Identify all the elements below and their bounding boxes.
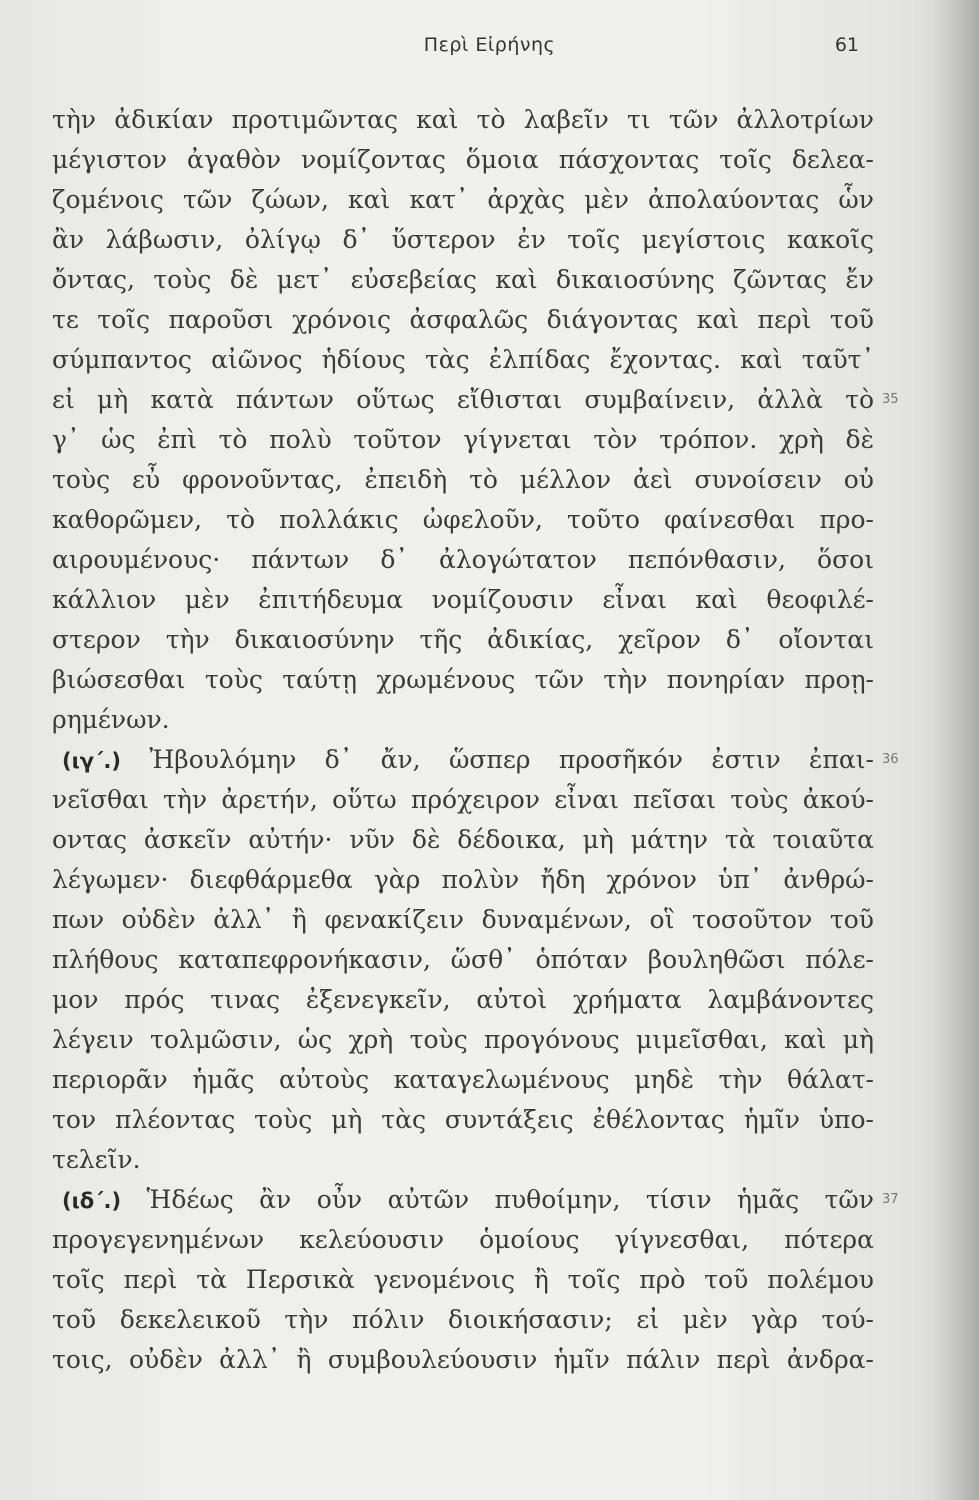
- text-line: γ᾽ ὡς ἐπὶ τὸ πολὺ τοῦτον γίγνεται τὸν τρόπον. χρὴ δὲ: [52, 425, 874, 454]
- text-line: τοις, οὐδὲν ἀλλ᾽ ἢ συμβουλεύουσιν ἡμῖν πάλιν περὶ ἀνδρα-: [52, 1345, 874, 1374]
- text-line: προγεγενημένων κελεύουσιν ὁμοίους γίγνεσθαι, πότερα: [52, 1225, 874, 1254]
- text-line: αιρουμένους· πάντων δ᾽ ἀλογώτατον πεπόνθασιν, ὅσοι: [52, 545, 874, 574]
- text-line: εἰ μὴ κατὰ πάντων οὕτως εἴθισται συμβαίνειν, ἀλλὰ τὸ: [52, 385, 874, 414]
- text-line: πλήθους καταπεφρονήκασιν, ὥσθ᾽ ὁπόταν βουληθῶσι πόλε-: [52, 945, 874, 974]
- text-line: λέγωμεν· διεφθάρμεθα γὰρ πολὺν ἤδη χρόνον ὑπ᾽ ἀνθρώ-: [52, 865, 874, 894]
- margin-number-37: 37: [882, 1192, 899, 1207]
- text-line: βιώσεσθαι τοὺς ταύτῃ χρωμένους τῶν τὴν πονηρίαν προῃ-: [52, 665, 874, 694]
- text-line: περιορᾶν ἡμᾶς αὐτοὺς καταγελωμένους μηδὲ τὴν θάλατ-: [52, 1065, 874, 1094]
- text-line: ζομένοις τῶν ζώων, καὶ κατ᾽ ἀρχὰς μὲν ἀπολαύοντας ὧν: [52, 185, 874, 214]
- text-line: ἂν λάβωσιν, ὀλίγῳ δ᾽ ὕστερον ἐν τοῖς μεγίστοις κακοῖς: [52, 225, 874, 254]
- text-line: τελεῖν.: [52, 1145, 141, 1174]
- text-line: τε τοῖς παροῦσι χρόνοις ἀσφαλῶς διάγοντας καὶ περὶ τοῦ: [52, 305, 874, 334]
- text-line: τὴν ἀδικίαν προτιμῶντας καὶ τὸ λαβεῖν τι τῶν ἀλλοτρίων: [52, 105, 874, 134]
- text-line: μέγιστον ἀγαθὸν νομίζοντας ὅμοια πάσχοντας τοῖς δελεα-: [52, 145, 874, 174]
- text-line: τον πλέοντας τοὺς μὴ τὰς συντάξεις ἐθέλοντας ἡμῖν ὑπο-: [52, 1105, 874, 1134]
- margin-number-36: 36: [882, 752, 899, 767]
- section-14-first-line: [52, 1180, 874, 1220]
- text-line: λέγειν τολμῶσιν, ὡς χρὴ τοὺς προγόνους μιμεῖσθαι, καὶ μὴ: [52, 1025, 874, 1054]
- margin-number-35: 35: [882, 392, 899, 407]
- text-line: καθορῶμεν, τὸ πολλάκις ὠφελοῦν, τοῦτο φαίνεσθαι προ-: [52, 505, 874, 534]
- text-line: νεῖσθαι τὴν ἀρετήν, οὕτω πρόχειρον εἶναι πεῖσαι τοὺς ἀκού-: [52, 785, 874, 814]
- text-line: σύμπαντος αἰῶνος ἡδίους τὰς ἐλπίδας ἔχοντας. καὶ ταῦτ᾽: [52, 345, 874, 374]
- text-line: τοῖς περὶ τὰ Περσικὰ γενομένοις ἢ τοῖς πρὸ τοῦ πολέμου: [52, 1265, 874, 1294]
- text-line: μον πρός τινας ἐξενεγκεῖν, αὐτοὶ χρήματα λαμβάνοντες: [52, 985, 874, 1014]
- text-line: τοὺς εὖ φρονοῦντας, ἐπειδὴ τὸ μέλλον ἀεὶ συνοίσειν οὐ: [52, 465, 874, 494]
- text-line: ρημένων.: [52, 705, 170, 734]
- body-text: [52, 100, 874, 1470]
- section-mark-13: (ιγ΄.): [62, 749, 121, 773]
- text-line: στερον τὴν δικαιοσύνην τῆς ἀδικίας, χεῖρον δ᾽ οἴονται: [52, 625, 874, 654]
- text-span: Ἡδέως ἂν οὖν αὐτῶν πυθοίμην, τίσιν ἡμᾶς τῶν: [146, 1185, 874, 1214]
- section-mark-14: (ιδ΄.): [62, 1189, 122, 1213]
- text-line: κάλλιον μὲν ἐπιτήδευμα νομίζουσιν εἶναι καὶ θεοφιλέ-: [52, 585, 874, 614]
- page-number: 61: [834, 34, 859, 56]
- section-13-first-line: [52, 740, 874, 780]
- text-line: τοῦ δεκελεικοῦ τὴν πόλιν διοικήσασιν; εἰ μὲν γὰρ τού-: [52, 1305, 874, 1334]
- text-span: Ἠβουλόμην δ᾽ ἄν, ὥσπερ προσῆκόν ἐστιν ἐπαι-: [149, 745, 874, 774]
- page-header: [0, 30, 979, 60]
- page-edge-shadow: [931, 0, 979, 1500]
- text-line: πων οὐδὲν ἀλλ᾽ ἢ φενακίζειν δυναμένων, οἳ τοσοῦτον τοῦ: [52, 905, 874, 934]
- text-line: ὄντας, τοὺς δὲ μετ᾽ εὐσεβείας καὶ δικαιοσύνης ζῶντας ἔν: [52, 265, 874, 294]
- text-line: οντας ἀσκεῖν αὐτήν· νῦν δὲ δέδοικα, μὴ μάτην τὰ τοιαῦτα: [52, 825, 874, 854]
- running-title: Περὶ Εἰρήνης: [423, 34, 556, 56]
